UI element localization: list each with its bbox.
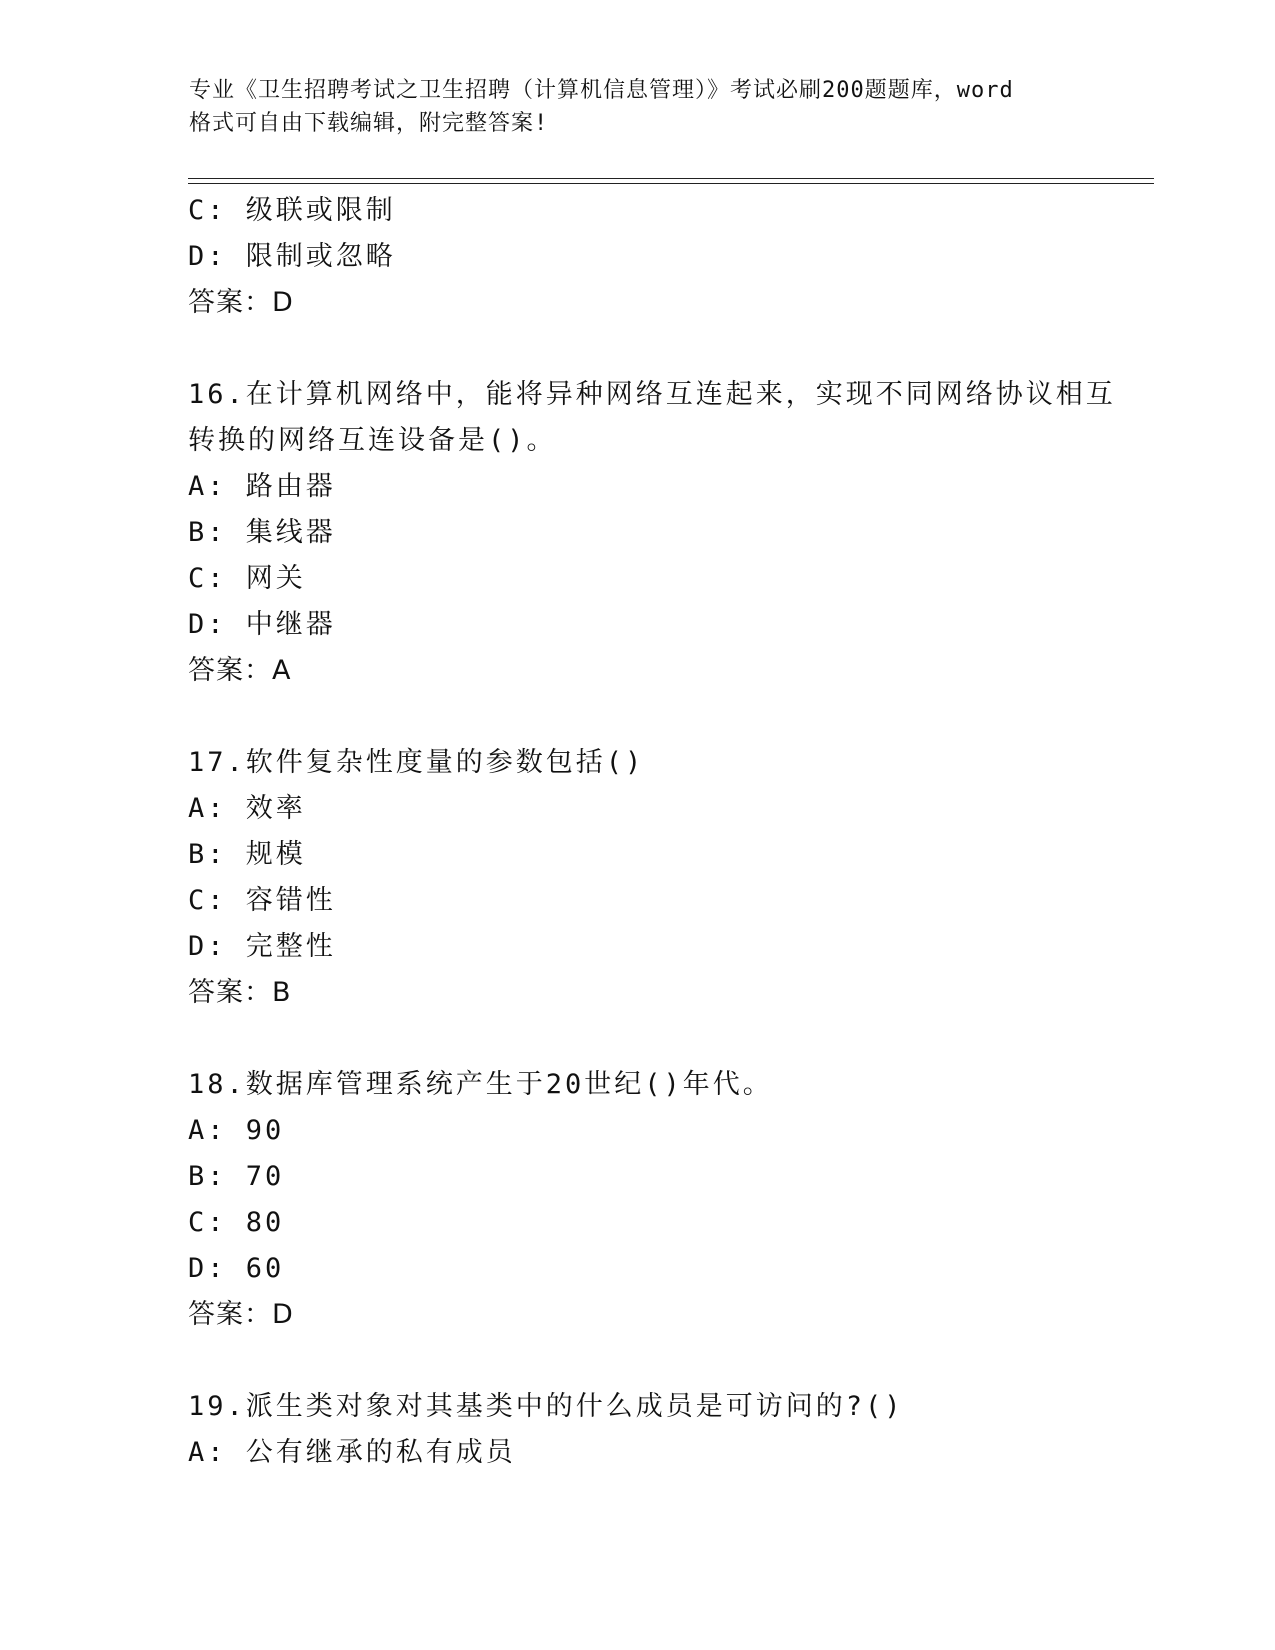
- question-15-continued: [188, 188, 1148, 326]
- option-line: B: 70: [188, 1161, 285, 1192]
- answer-line: 答案：D: [188, 1299, 294, 1330]
- option-line: B: 规模: [188, 839, 306, 870]
- header-line-2: 格式可自由下载编辑，附完整答案!: [189, 111, 549, 136]
- option-line: A: 公有继承的私有成员: [188, 1437, 516, 1468]
- option-line: C: 容错性: [188, 885, 336, 916]
- spacer: [188, 694, 1148, 740]
- question-16: [188, 372, 1148, 694]
- option-line: B: 集线器: [188, 517, 336, 548]
- header-rule-top: [188, 178, 1154, 179]
- question-stem: 16.在计算机网络中，能将异种网络互连起来，实现不同网络协议相互: [188, 379, 1116, 410]
- question-stem: 18.数据库管理系统产生于20世纪()年代。: [188, 1069, 773, 1100]
- question-stem: 转换的网络互连设备是()。: [188, 425, 557, 456]
- option-line: D: 完整性: [188, 931, 336, 962]
- spacer: [188, 326, 1148, 372]
- option-line: A: 效率: [188, 793, 306, 824]
- question-content: [188, 188, 1148, 1476]
- header-line-1: 专业《卫生招聘考试之卫生招聘（计算机信息管理）》考试必刷200题题库，word: [189, 78, 1014, 103]
- answer-line: 答案：B: [188, 977, 292, 1008]
- option-line: D: 中继器: [188, 609, 336, 640]
- question-19: [188, 1384, 1148, 1476]
- answer-line: 答案：D: [188, 287, 294, 318]
- answer-line: 答案：A: [188, 655, 292, 686]
- option-line: C: 级联或限制: [188, 195, 396, 226]
- document-header: [189, 74, 1089, 140]
- spacer: [188, 1338, 1148, 1384]
- option-line: C: 80: [188, 1207, 285, 1238]
- spacer: [188, 1016, 1148, 1062]
- question-18: [188, 1062, 1148, 1338]
- option-line: D: 60: [188, 1253, 285, 1284]
- header-rule-bottom: [188, 183, 1154, 184]
- question-stem: 17.软件复杂性度量的参数包括(): [188, 747, 645, 778]
- option-line: D: 限制或忽略: [188, 241, 396, 272]
- question-17: [188, 740, 1148, 1016]
- option-line: A: 路由器: [188, 471, 336, 502]
- question-stem: 19.派生类对象对其基类中的什么成员是可访问的?(): [188, 1391, 904, 1422]
- option-line: C: 网关: [188, 563, 306, 594]
- option-line: A: 90: [188, 1115, 285, 1146]
